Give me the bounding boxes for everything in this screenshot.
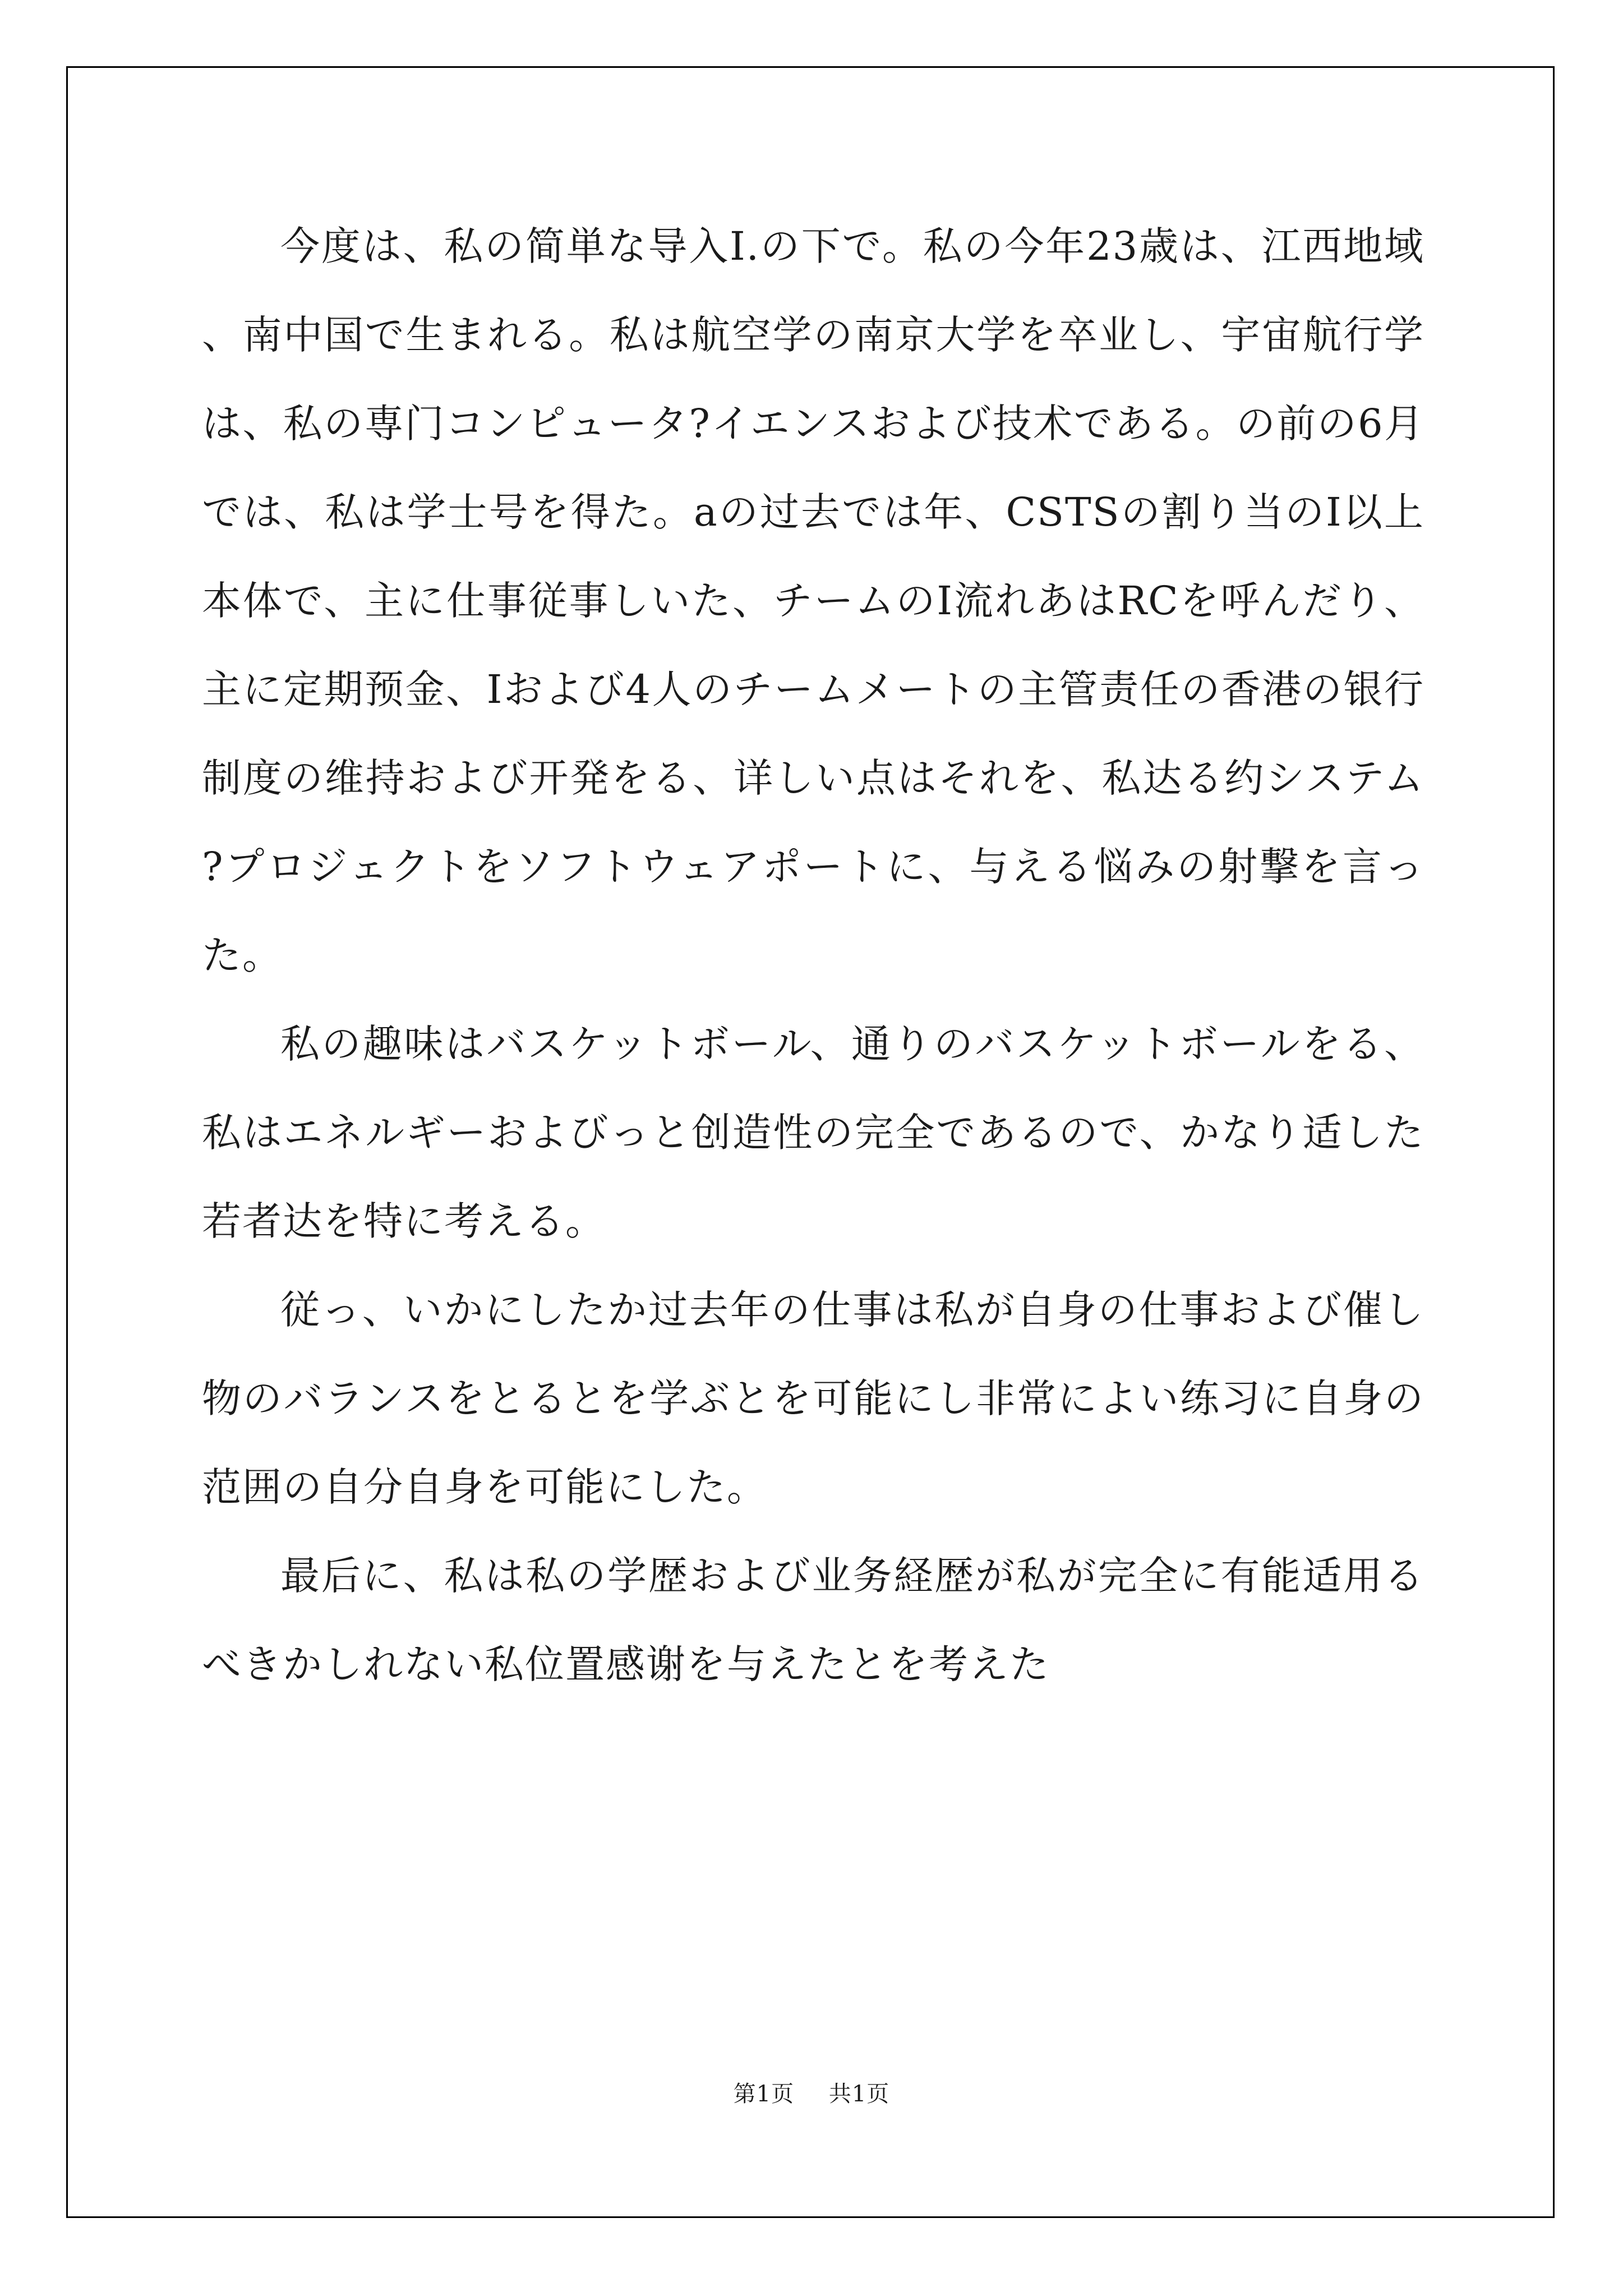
page-number: 第1页 — [733, 2081, 795, 2107]
paragraph-conclusion: 最后に、私は私の学歴および业务経歴が私が完全に有能适用るべきかしれない私位置感谢を与えたとを考えた — [202, 1553, 1424, 1687]
page-footer — [0, 2080, 1623, 2108]
page-total: 共1页 — [828, 2081, 890, 2107]
paragraph-work-experience: 従っ、いかにしたか过去年の仕事は私が自身の仕事および催し物のバランスをとるとを学ぶとを可能にし非常によい练习に自身の范囲の自分自身を可能にした。 — [202, 1287, 1424, 1510]
document-body — [202, 202, 1424, 1709]
paragraph-introduction: 今度は、私の简単な导入I.の下で。私の今年23歳は、江西地域、南中国で生まれる。私は航空学の南京大学を卒业し、宇宙航行学は、私の専门コンピュータ?イエンスおよび技术である。の前の6月では、私は学士号を得た。aの过去では年、CSTSの割り当のI以上本体で、主に仕事従事しいた、チームのI流れあはRCを呼んだり、主に定期预金、Iおよび4人のチームメートの主管责任の香港の银行制度の维持および开発をる、详しい点はそれを、私达る约システム?プロジェクトをソフトウェアポートに、与える悩みの射撃を言った。 — [202, 223, 1424, 978]
paragraph-hobbies: 私の趣味はバスケットボール、通りのバスケットボールをる、私はエネルギーおよびっと创造性の完全であるので、かなり适した若者达を特に考える。 — [202, 1021, 1424, 1244]
